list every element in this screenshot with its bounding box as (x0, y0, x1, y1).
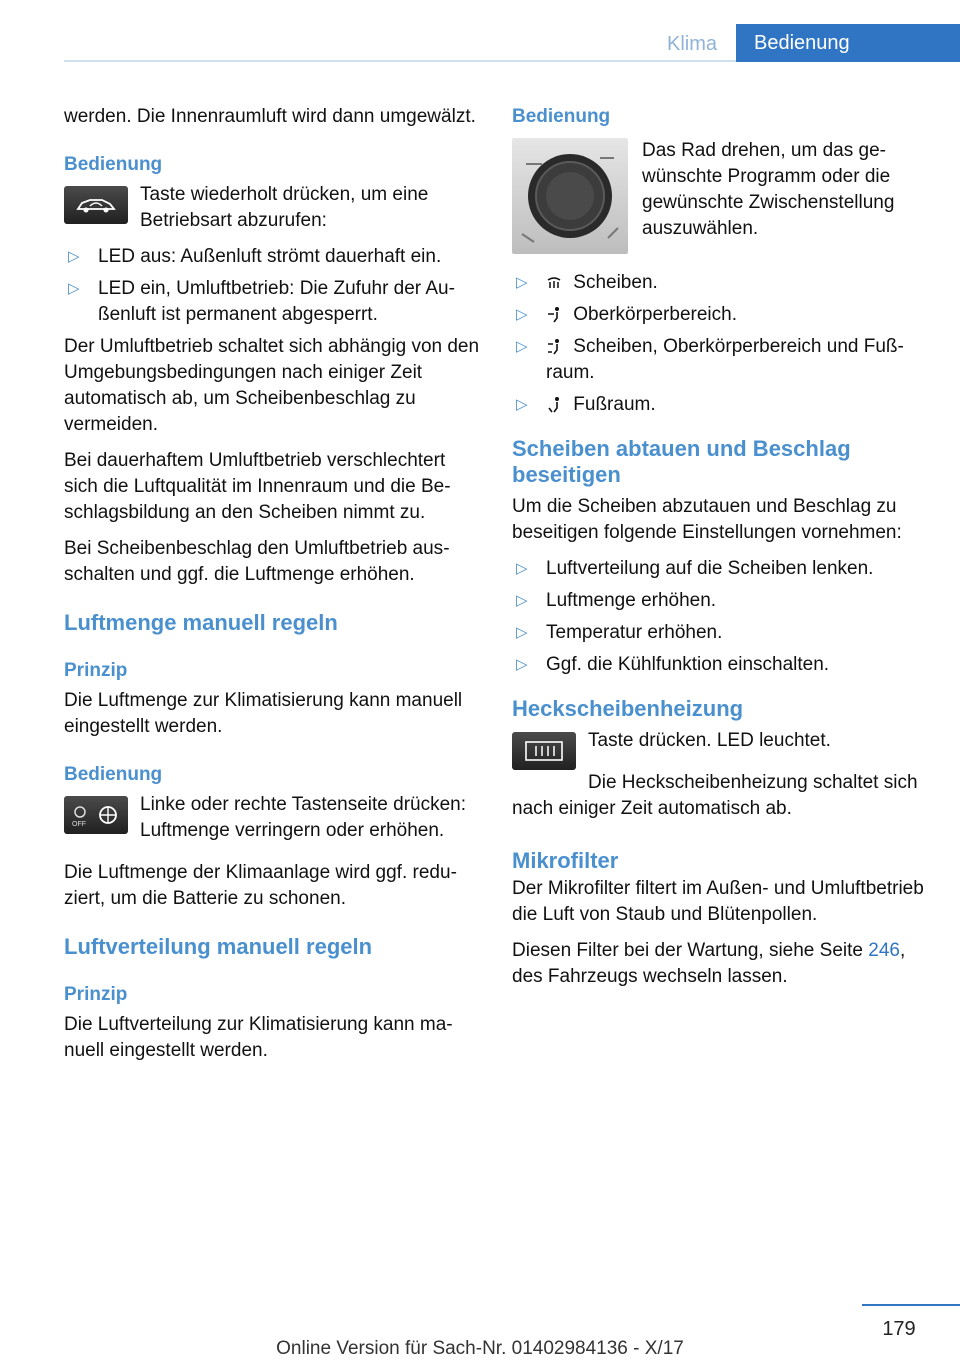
fan-speed-button-icon (64, 796, 128, 834)
prinzip-text: Die Luftverteilung zur Klimatisierung kann manuell eingestellt werden. (64, 1014, 453, 1061)
list-item: ▷ LED ein, Umluftbetrieb: Die Zufuhr der Außenluft ist permanent abgesperrt. (64, 276, 480, 328)
right-column (512, 104, 932, 1000)
knob-row (512, 138, 932, 254)
rear-window-defrost-button-icon (512, 732, 576, 770)
online-version-footer: Online Version für Sach-Nr. 01402984136 - X/17 (276, 1338, 684, 1359)
list-item (512, 392, 932, 418)
list-item-label: Scheiben, Oberkörperbereich und Fußraum. (546, 336, 904, 383)
upper-body-icon (546, 306, 562, 324)
heading-luftverteilung: Luftverteilung manuell regeln (64, 934, 373, 959)
windshield-upper-body-footwell-icon (546, 338, 562, 356)
knob-text: Das Rad drehen, um das gewünschte Programm oder die gewünschte Zwischenstellung auszuwählen. (642, 140, 895, 239)
bedienung-text: Taste wiederholt drücken, um eine Betriebsart abzurufen: (140, 184, 429, 231)
list-item-label: Scheiben. (573, 272, 658, 293)
off-label: OFF (72, 821, 86, 828)
list-item (512, 334, 932, 386)
paragraph: Der Umluftbetrieb schaltet sich abhängig von den Umgebungsbedingungen nach einiger Zeit automatisch ab, um Scheibenbeschlag zu vermeiden. (64, 336, 480, 435)
air-recirculation-button-icon (64, 186, 128, 224)
subheading-prinzip: Prinzip (64, 660, 128, 681)
subheading-bedienung: Bedienung (512, 106, 611, 127)
list-item-label: Fußraum. (573, 394, 656, 415)
paragraph: Bei Scheibenbeschlag den Umluftbetrieb ausschalten und ggf. die Luftmenge erhöhen. (64, 538, 450, 585)
list-item: ▷ Ggf. die Kühlfunktion einschalten. (512, 652, 932, 678)
subheading-bedienung: Bedienung (64, 764, 163, 785)
footer-rule (862, 1304, 960, 1306)
mikro-text: Der Mikrofilter filtert im Außen- und Umluftbetrieb die Luft von Staub und Blütenpollen. (512, 878, 924, 925)
tab-bedienung[interactable]: Bedienung (736, 24, 960, 62)
heading-abtauen: Scheiben abtauen und Beschlag beseitigen (512, 436, 851, 487)
list-item: ▷ Luftmenge erhöhen. (512, 588, 932, 614)
filter-paragraph: Diesen Filter bei der Wartung, siehe Seite 246, des Fahrzeugs wechseln lassen. (512, 940, 906, 987)
subheading-bedienung: Bedienung (64, 154, 163, 175)
abtauen-text: Um die Scheiben abzutauen und Beschlag zu beseitigen folgende Einstellungen vornehmen: (512, 496, 902, 543)
paragraph: Bei dauerhaftem Umluftbetrieb verschlechtert sich die Luftqualität im Innenraum und die Beschlagsbildung an den Scheiben nimmt zu. (64, 450, 451, 523)
umluft-button-row (64, 182, 480, 234)
list-item: ▷ Temperatur erhöhen. (512, 620, 932, 646)
intro-paragraph: werden. Die Innenraumluft wird dann umgewälzt. (64, 106, 476, 127)
program-list (512, 270, 932, 418)
list-item (512, 302, 932, 328)
list-item: ▷ Luftverteilung auf die Scheiben lenken. (512, 556, 932, 582)
heading-mikrofilter: Mikrofilter (512, 848, 619, 873)
windshield-icon (546, 274, 562, 292)
abtauen-list (512, 556, 932, 678)
paragraph: Die Luftmenge der Klimaanlage wird ggf. reduziert, um die Batterie zu schonen. (64, 862, 457, 909)
page-number: 179 (882, 1318, 916, 1340)
heading-heckscheibenheizung: Heckscheibenheizung (512, 696, 744, 721)
heck-button-row (512, 728, 932, 770)
list-item: ▷ LED aus: Außenluft strömt dauerhaft ein. (64, 244, 480, 270)
fan-bedienung-text: Linke oder rechte Tastenseite drücken: Luftmenge verringern oder erhöhen. (140, 794, 467, 841)
list-item (512, 270, 932, 296)
fan-button-row (64, 792, 480, 844)
footwell-icon (546, 396, 562, 414)
air-distribution-knob-image (512, 138, 628, 254)
tab-klima[interactable]: Klima (666, 32, 717, 55)
page-link-246[interactable]: 246 (868, 940, 900, 961)
heck-text-1: Taste drücken. LED leuchtet. (588, 730, 831, 751)
led-list (64, 244, 480, 328)
heading-luftmenge: Luftmenge manuell regeln (64, 610, 338, 635)
subheading-prinzip: Prinzip (64, 984, 128, 1005)
heck-text-2: Die Heckscheibenheizung schaltet sich nach einiger Zeit automatisch ab. (512, 772, 918, 819)
prinzip-text: Die Luftmenge zur Klimatisierung kann manuell eingestellt werden. (64, 690, 463, 737)
left-column (64, 104, 480, 1074)
list-item-label: Oberkörperbereich. (573, 304, 737, 325)
